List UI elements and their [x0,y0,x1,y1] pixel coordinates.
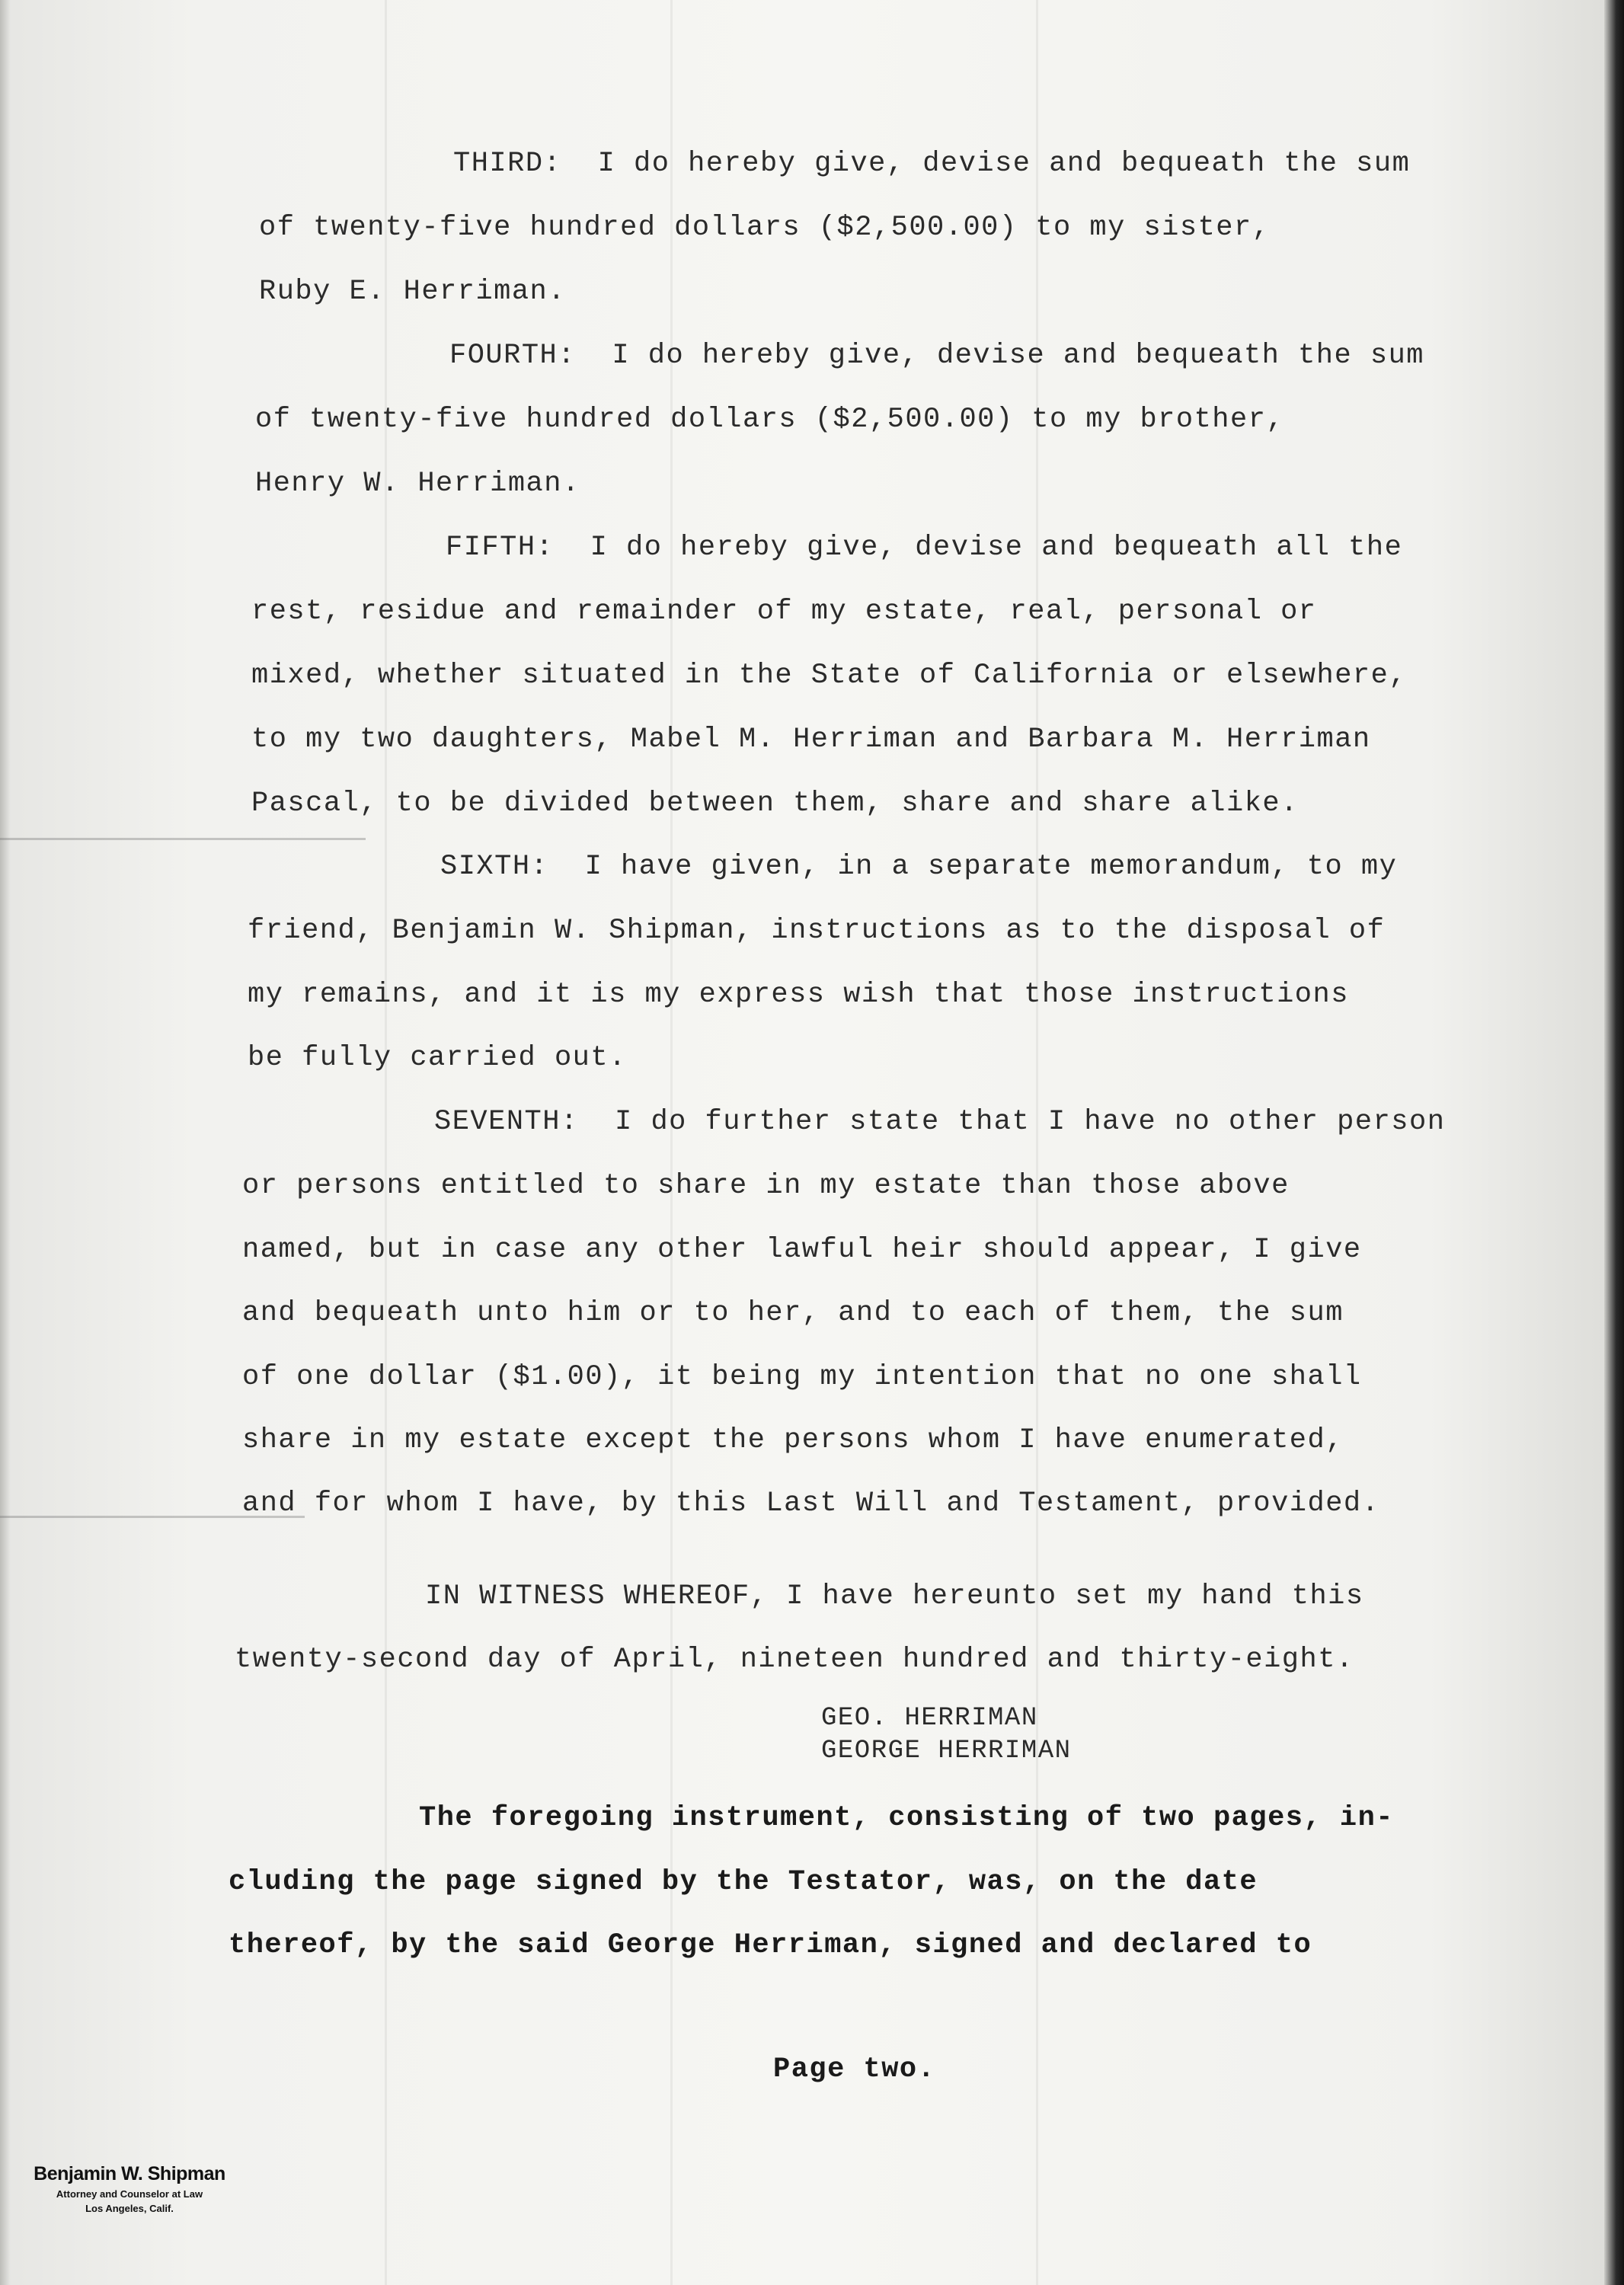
line-seventh-6: share in my estate except the persons whom I have enumerated, [242,1424,1344,1456]
line-witness-2: twenty-second day of April, nineteen hundred and thirty-eight. [235,1644,1354,1676]
line-sixth-4: be fully carried out. [248,1042,627,1074]
line-sixth-3: my remains, and it is my express wish that those instructions [248,979,1349,1011]
line-attest-2: cluding the page signed by the Testator, was, on the date [229,1866,1258,1898]
line-seventh-2: or persons entitled to share in my estate than those above [242,1170,1290,1202]
line-attest-3: thereof, by the said George Herriman, signed and declared to [229,1929,1312,1961]
scan-edge-right [1604,0,1624,2285]
line-witness-1: IN WITNESS WHEREOF, I have hereunto set my hand this [425,1580,1364,1612]
stamp-city: Los Angeles, Calif. [85,2203,174,2214]
line-fifth-4: to my two daughters, Mabel M. Herriman and Barbara M. Herriman [251,724,1371,756]
line-fifth-3: mixed, whether situated in the State of California or elsewhere, [251,660,1408,692]
line-third-2: of twenty-five hundred dollars ($2,500.00) to my sister, [259,212,1271,244]
line-seventh-4: and bequeath unto him or to her, and to each of them, the sum [242,1297,1344,1329]
stamp-title: Attorney and Counselor at Law [56,2188,203,2200]
signature-short: GEO. HERRIMAN [821,1704,1038,1733]
line-seventh-1: SEVENTH: I do further state that I have no other person [434,1106,1446,1138]
line-fifth-2: rest, residue and remainder of my estate, real, personal or [251,596,1317,628]
line-fourth-2: of twenty-five hundred dollars ($2,500.00) to my brother, [255,404,1285,436]
line-fifth-5: Pascal, to be divided between them, share and share alike. [251,788,1299,820]
line-fourth-3: Henry W. Herriman. [255,468,580,500]
line-sixth-2: friend, Benjamin W. Shipman, instructions as to the disposal of [248,915,1386,947]
signature-full: GEORGE HERRIMAN [821,1737,1072,1766]
stamp-name: Benjamin W. Shipman [34,2163,225,2184]
line-seventh-3: named, but in case any other lawful heir should appear, I give [242,1234,1362,1266]
line-attest-1: The foregoing instrument, consisting of two pages, in- [419,1802,1394,1834]
line-fourth-1: FOURTH: I do hereby give, devise and bequeath the sum [449,340,1424,372]
line-third-3: Ruby E. Herriman. [259,276,566,308]
line-third-1: THIRD: I do hereby give, devise and bequeath the sum [453,148,1411,180]
line-seventh-7: and for whom I have, by this Last Will and Testament, provided. [242,1488,1380,1520]
attorney-stamp [30,2163,229,2214]
line-fifth-1: FIFTH: I do hereby give, devise and bequeath all the [446,532,1403,564]
scan-streak [0,838,366,840]
page-label: Page two. [773,2053,936,2085]
scan-edge-left [0,0,11,2285]
line-sixth-1: SIXTH: I have given, in a separate memorandum, to my [440,851,1398,883]
line-seventh-5: of one dollar ($1.00), it being my intention that no one shall [242,1361,1362,1393]
